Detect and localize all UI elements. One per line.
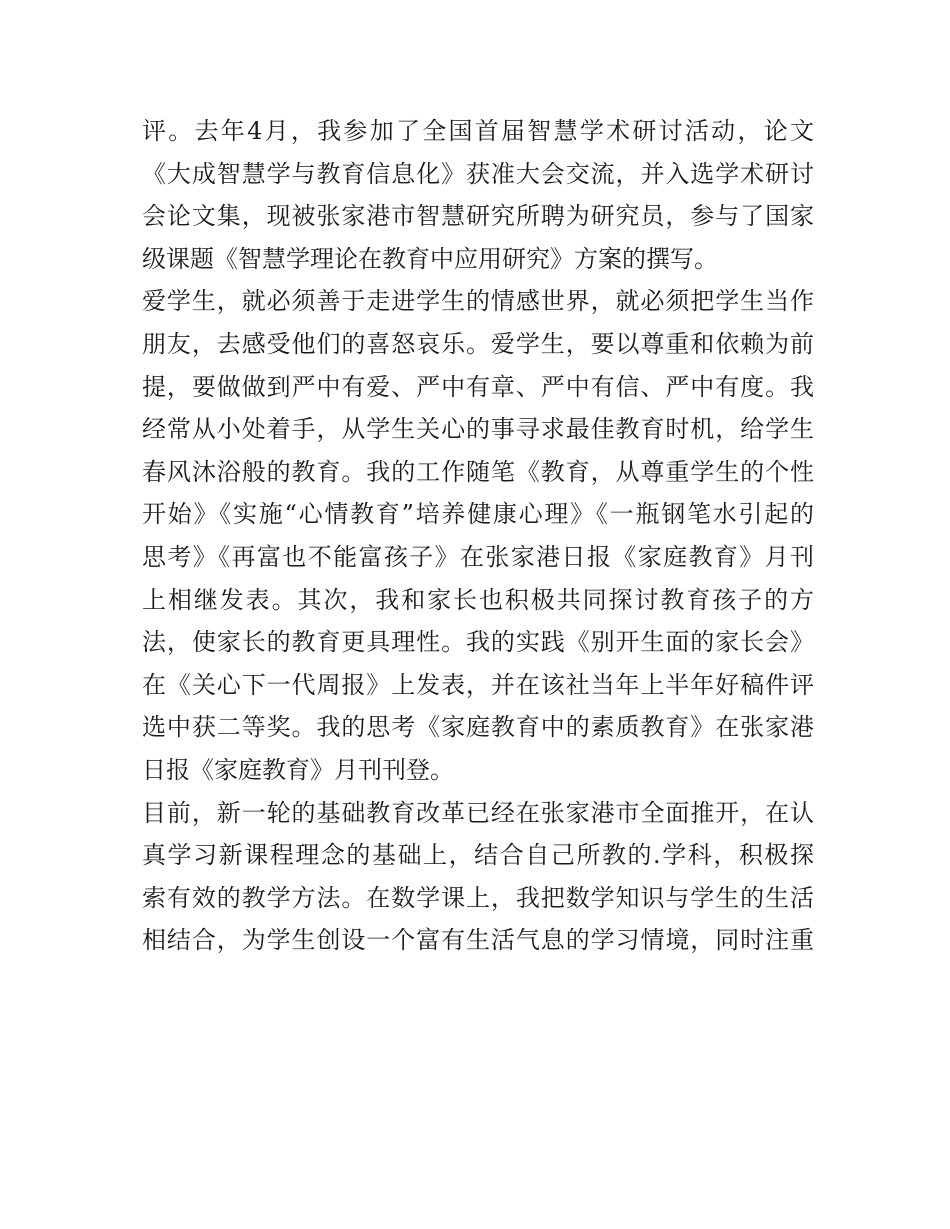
text-line: 日报《家庭教育》月刊刊登。 [142,755,454,784]
paragraph-1 [142,110,814,280]
text-line: 索有效的教学方法。在数学课上，我把数学知识与学生的生活 [142,883,814,912]
text-line: 开始》《实施“心情教育”培养健康心理》《一瓶钢笔水引起的 [142,500,814,529]
paragraph-3 [142,792,814,962]
text-line: 朋友，去感受他们的喜怒哀乐。爱学生，要以尊重和依赖为前 [142,329,814,358]
text-line: 爱学生，就必须善于走进学生的情感世界，就必须把学生当作 [142,287,814,316]
text-line: 春风沐浴般的教育。我的工作随笔《教育，从尊重学生的个性 [142,457,814,486]
document-body [142,110,814,962]
text-line: 会论文集，现被张家港市智慧研究所聘为研究员，参与了国家 [142,202,814,231]
text-line: 在《关心下一代周报》上发表，并在该社当年上半年好稿件评 [142,670,814,699]
text-line: 提，要做做到严中有爱、严中有章、严中有信、严中有度。我 [142,372,814,401]
text-line: 级课题《智慧学理论在教育中应用研究》方案的撰写。 [142,244,718,273]
paragraph-2 [142,280,814,791]
text-line: 《大成智慧学与教育信息化》获准大会交流，并入选学术研讨 [142,159,814,188]
text-line: 评。去年4月，我参加了全国首届智慧学术研讨活动，论文 [142,117,814,145]
text-line: 上相继发表。其次，我和家长也积极共同探讨教育孩子的方 [142,585,814,614]
text-line: 真学习新课程理念的基础上，结合自己所教的.学科，积极探 [142,841,814,870]
text-line: 思考》《再富也不能富孩子》在张家港日报《家庭教育》月刊 [142,542,814,571]
text-line: 经常从小处着手，从学生关心的事寻求最佳教育时机，给学生 [142,415,814,444]
text-line: 目前，新一轮的基础教育改革已经在张家港市全面推开，在认 [142,798,814,827]
text-line: 选中获二等奖。我的思考《家庭教育中的素质教育》在张家港 [142,713,814,742]
text-line: 法，使家长的教育更具理性。我的实践《别开生面的家长会》 [142,628,814,657]
text-line: 相结合，为学生创设一个富有生活气息的学习情境，同时注重 [142,926,814,955]
